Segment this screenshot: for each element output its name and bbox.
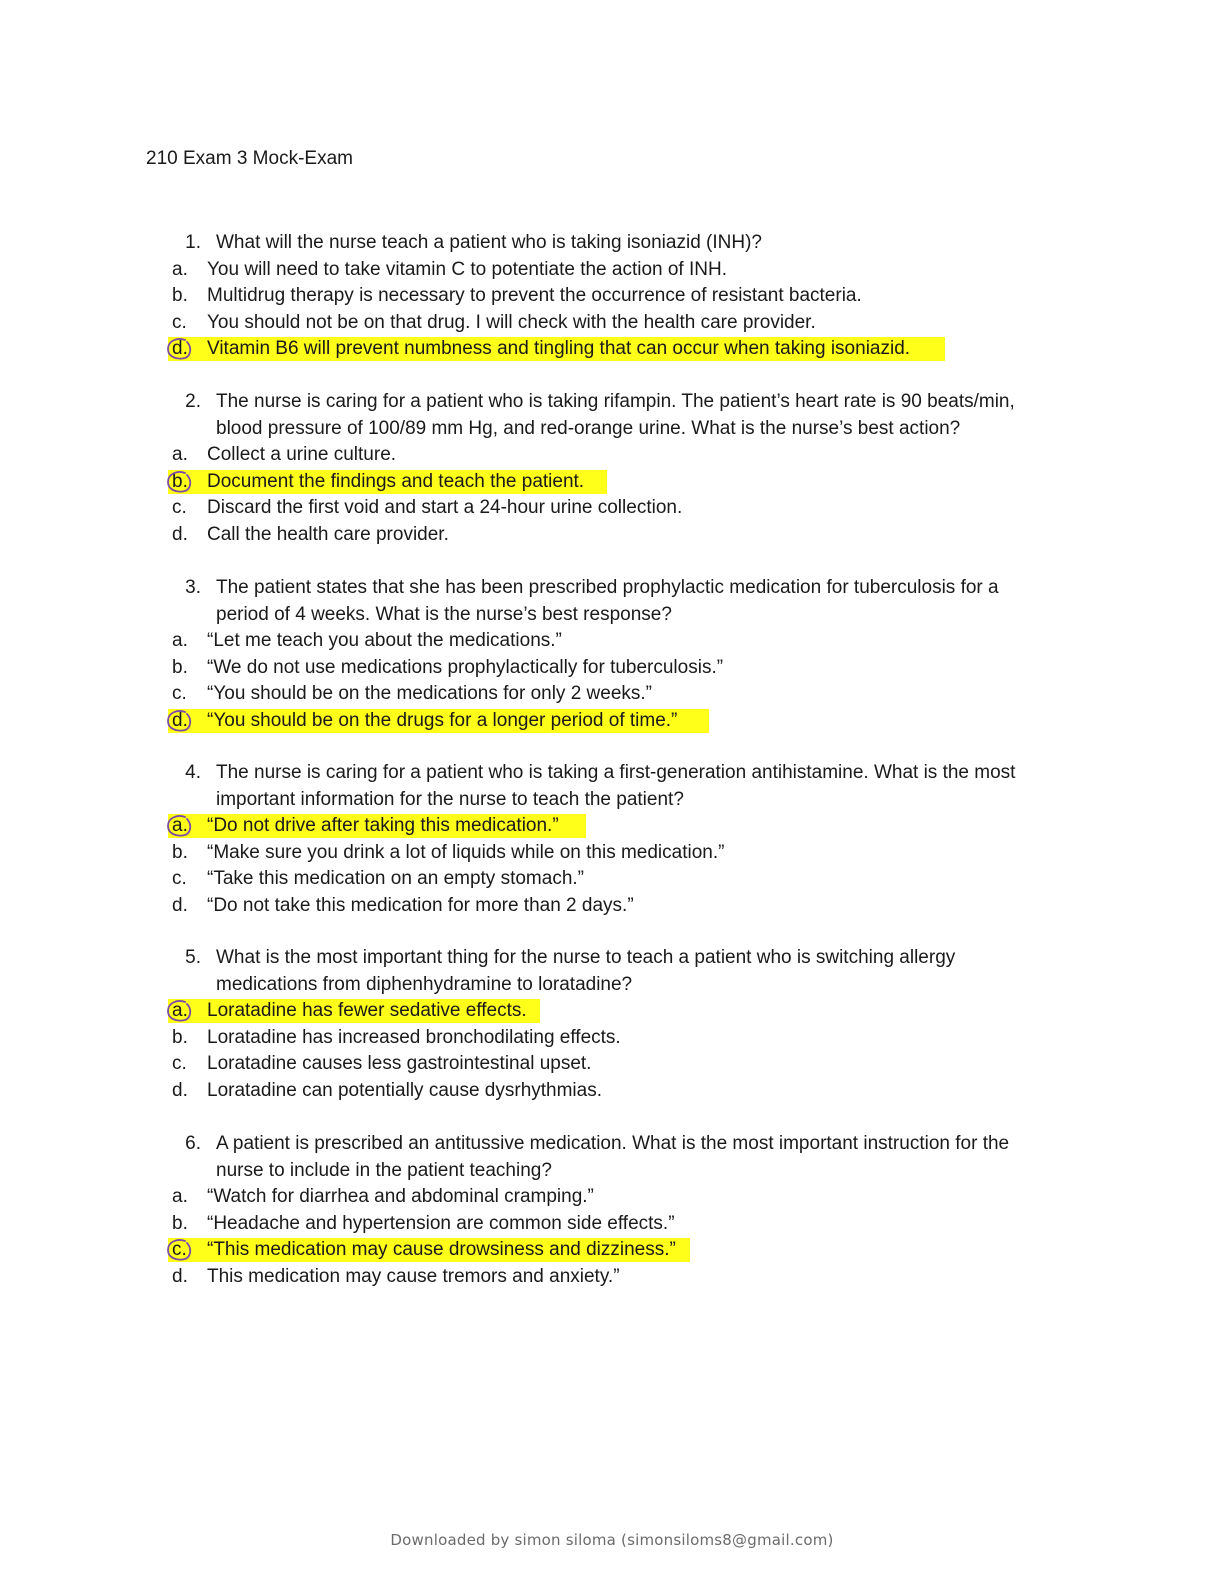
answer-option [0, 840, 1224, 867]
answer-option [0, 442, 1224, 469]
question-stem-line [0, 760, 1224, 787]
question-stem-line [0, 602, 1224, 629]
question-stem-line [0, 389, 1224, 416]
answer-option [0, 1025, 1224, 1052]
answer-option [0, 1078, 1224, 1105]
option-letter: a. [172, 815, 188, 837]
question-stem-line [0, 575, 1224, 602]
hand-drawn-circle-icon [165, 999, 193, 1023]
option-letter: c. [172, 1239, 187, 1261]
page-title: 210 Exam 3 Mock-Exam [146, 148, 353, 169]
download-footer: Downloaded by simon siloma (simonsiloms8@gmail.com) [390, 1531, 834, 1549]
answer-option [0, 310, 1224, 337]
option-letter: c. [172, 1053, 187, 1075]
option-text: “Do not take this medication for more than 2 days.” [207, 894, 634, 916]
answer-option [0, 813, 1224, 840]
option-text: Document the findings and teach the patient. [207, 470, 585, 492]
option-letter: d. [172, 1079, 188, 1101]
question-5 [0, 945, 1224, 1105]
question-4 [0, 760, 1224, 920]
answer-option [0, 893, 1224, 920]
question-text: The nurse is caring for a patient who is taking rifampin. The patient’s heart rate is 90 beats/min, [216, 391, 1015, 412]
question-number: 3. [185, 577, 201, 598]
answer-option [0, 257, 1224, 284]
question-text: blood pressure of 100/89 mm Hg, and red-orange urine. What is the nurse’s best action? [216, 417, 961, 439]
question-2 [0, 389, 1224, 549]
option-letter: b. [172, 1026, 188, 1048]
option-letter: d. [172, 523, 188, 545]
option-text: “Watch for diarrhea and abdominal cramping.” [207, 1186, 594, 1208]
question-stem-line [0, 416, 1224, 443]
question-number: 4. [185, 762, 201, 783]
question-text: What will the nurse teach a patient who is taking isoniazid (INH)? [216, 232, 762, 253]
option-letter: a. [172, 1000, 188, 1022]
option-letter: b. [172, 470, 188, 492]
answer-option [0, 708, 1224, 735]
question-text: The nurse is caring for a patient who is taking a first-generation antihistamine. What is the most [216, 762, 1016, 783]
question-stem-line [0, 945, 1224, 972]
option-text: “Take this medication on an empty stomach.” [207, 868, 585, 890]
option-letter: c. [172, 868, 187, 890]
option-text: Collect a urine culture. [207, 444, 397, 466]
question-stem-line [0, 787, 1224, 814]
option-letter: c. [172, 497, 187, 519]
option-text: Discard the first void and start a 24-hour urine collection. [207, 497, 683, 519]
question-stem-line [0, 1131, 1224, 1158]
option-letter: a. [172, 1186, 188, 1208]
question-stem-line [0, 230, 1224, 257]
answer-option [0, 1237, 1224, 1264]
question-stem-line [0, 1158, 1224, 1185]
option-letter: d. [172, 338, 188, 360]
option-letter: a. [172, 630, 188, 652]
option-letter: c. [172, 683, 187, 705]
answer-option [0, 1211, 1224, 1238]
option-text: “We do not use medications prophylactically for tuberculosis.” [207, 656, 724, 678]
question-text: medications from diphenhydramine to loratadine? [216, 973, 633, 995]
option-text: “You should be on the drugs for a longer period of time.” [207, 709, 678, 731]
question-text: important information for the nurse to teach the patient? [216, 788, 684, 810]
question-number: 2. [185, 391, 201, 412]
question-text: The patient states that she has been prescribed prophylactic medication for tuberculosis for a [216, 577, 999, 598]
option-text: “Make sure you drink a lot of liquids while on this medication.” [207, 841, 725, 863]
answer-option [0, 522, 1224, 549]
option-text: Vitamin B6 will prevent numbness and tingling that can occur when taking isoniazid. [207, 338, 911, 360]
answer-option [0, 998, 1224, 1025]
answer-option [0, 655, 1224, 682]
option-text: Multidrug therapy is necessary to prevent the occurrence of resistant bacteria. [207, 285, 862, 307]
option-text: “This medication may cause drowsiness and dizziness.” [207, 1239, 676, 1261]
answer-option [0, 1184, 1224, 1211]
question-number: 6. [185, 1133, 201, 1154]
option-letter: a. [172, 258, 188, 280]
question-3 [0, 575, 1224, 735]
option-text: “Do not drive after taking this medication.” [207, 815, 559, 837]
option-text: This medication may cause tremors and anxiety.” [207, 1265, 620, 1287]
question-text: period of 4 weeks. What is the nurse’s best response? [216, 603, 672, 625]
hand-drawn-circle-icon [165, 814, 193, 838]
question-stem-line [0, 972, 1224, 999]
option-text: Loratadine has increased bronchodilating effects. [207, 1026, 621, 1048]
answer-option [0, 495, 1224, 522]
answer-option [0, 469, 1224, 496]
option-letter: d. [172, 709, 188, 731]
answer-option [0, 283, 1224, 310]
question-text: nurse to include in the patient teaching? [216, 1159, 552, 1181]
question-text: What is the most important thing for the nurse to teach a patient who is switching allergy [216, 947, 956, 968]
option-text: “You should be on the medications for only 2 weeks.” [207, 683, 653, 705]
option-text: You will need to take vitamin C to potentiate the action of INH. [207, 258, 727, 280]
question-number: 1. [185, 232, 201, 253]
option-text: Call the health care provider. [207, 523, 449, 545]
question-6 [0, 1131, 1224, 1291]
option-letter: a. [172, 444, 188, 466]
option-text: You should not be on that drug. I will check with the health care provider. [207, 311, 816, 333]
answer-option [0, 336, 1224, 363]
hand-drawn-circle-icon [165, 470, 193, 494]
option-letter: b. [172, 1212, 188, 1234]
hand-drawn-circle-icon [165, 337, 193, 361]
answer-option [0, 866, 1224, 893]
question-number: 5. [185, 947, 201, 968]
option-letter: c. [172, 311, 187, 333]
option-letter: d. [172, 894, 188, 916]
option-text: Loratadine has fewer sedative effects. [207, 1000, 527, 1022]
question-text: A patient is prescribed an antitussive medication. What is the most important instruction for the [216, 1133, 1010, 1154]
option-letter: d. [172, 1265, 188, 1287]
option-text: “Let me teach you about the medications.” [207, 630, 562, 652]
option-text: Loratadine can potentially cause dysrhythmias. [207, 1079, 603, 1101]
option-letter: b. [172, 656, 188, 678]
question-1 [0, 230, 1224, 363]
option-letter: b. [172, 841, 188, 863]
option-text: Loratadine causes less gastrointestinal upset. [207, 1053, 592, 1075]
hand-drawn-circle-icon [165, 1238, 193, 1262]
option-letter: b. [172, 285, 188, 307]
answer-option [0, 628, 1224, 655]
answer-option [0, 1051, 1224, 1078]
option-text: “Headache and hypertension are common side effects.” [207, 1212, 675, 1234]
hand-drawn-circle-icon [165, 709, 193, 733]
answer-option [0, 681, 1224, 708]
answer-option [0, 1264, 1224, 1291]
